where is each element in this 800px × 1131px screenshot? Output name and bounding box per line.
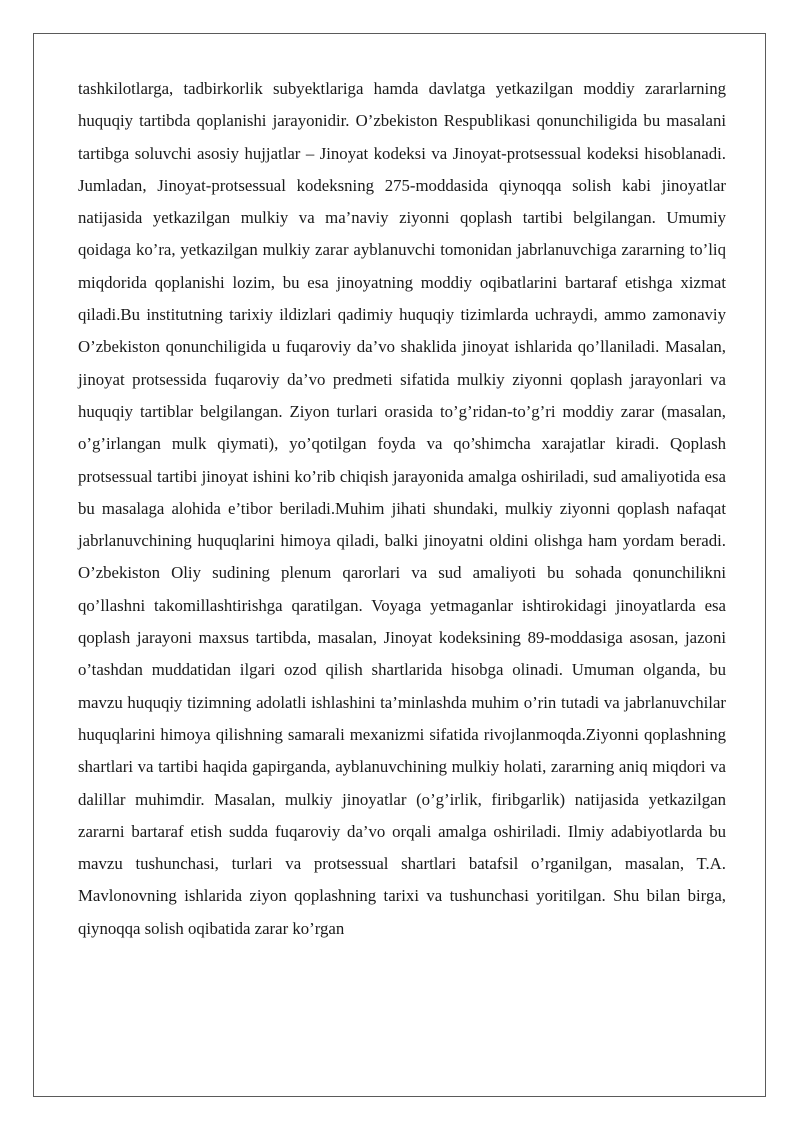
body-paragraph: tashkilotlarga, tadbirkorlik subyektlariga hamda davlatga yetkazilgan moddiy zararlarning huquqiy tartibda qoplanishi jarayonidir. O’zbekiston Respublikasi qonunchiligida bu masalani tartibga soluvchi asosiy hujjatlar – Jinoyat kodeksi va Jinoyat-protsessual kodeksi hisoblanadi. Jumladan, Jinoyat-protsessual kodeksning 275-moddasida qiynoqqa solish kabi jinoyatlar natijasida yetkazilgan mulkiy va ma’naviy ziyonni qoplash tartibi belgilangan. Umumiy qoidaga ko’ra, yetkazilgan mulkiy zarar ayblanuvchi tomonidan jabrlanuvchiga zararning to’liq miqdorida qoplanishi lozim, bu esa jinoyatning moddiy oqibatlarini bartaraf etishga xizmat qiladi.Bu institutning tarixiy ildizlari qadimiy huquqiy tizimlarda uchraydi, ammo zamonaviy O’zbekiston qonunchiligida u fuqaroviy da’vo shaklida jinoyat ishlarida qo’llaniladi. Masalan, jinoyat protsessida fuqaroviy da’vo predmeti sifatida mulkiy ziyonni qoplash jarayonlari va huquqiy tartiblar belgilangan. Ziyon turlari orasida to’g’ridan-to’g’ri moddiy zarar (masalan, o’g’irlangan mulk qiymati), yo’qotilgan foyda va qo’shimcha xarajatlar kiradi. Qoplash protsessual tartibi jinoyat ishini ko’rib chiqish jarayonida amalga oshiriladi, sud amaliyotida esa bu masalaga alohida e’tibor beriladi.Muhim jihati shundaki, mulkiy ziyonni qoplash nafaqat jabrlanuvchining huquqlarini himoya qiladi, balki jinoyatni oldini olishga ham yordam beradi. O’zbekiston Oliy sudining plenum qarorlari va sud amaliyoti bu sohada qonunchilikni qo’llashni takomillashtirishga qaratilgan. Voyaga yetmaganlar ishtirokidagi jinoyatlarda esa qoplash jarayoni maxsus tartibda, masalan, Jinoyat kodeksining 89-moddasiga asosan, jazoni o’tashdan muddatidan ilgari ozod qilish shartlarida hisobga olinadi. Umuman olganda, bu mavzu huquqiy tizimning adolatli ishlashini ta’minlashda muhim o’rin tutadi va jabrlanuvchilar huquqlarini himoya qilishning samarali mexanizmi sifatida rivojlanmoqda.Ziyonni qoplashning shartlari va tartibi haqida gapirganda, ayblanuvchining mulkiy holati, zararning aniq miqdori va dalillar muhimdir. Masalan, mulkiy jinoyatlar (o’g’irlik, firibgarlik) natijasida yetkazilgan zararni bartaraf etish sudda fuqaroviy da’vo orqali amalga oshiriladi. Ilmiy adabiyotlarda bu mavzu tushunchasi, turlari va protsessual shartlari batafsil o’rganilgan, masalan, T.A. Mavlonovning ishlarida ziyon qoplashning tarixi va tushunchasi yoritilgan. Shu bilan birga, qiynoqqa solish oqibatida zarar ko’rgan [78, 79, 726, 938]
